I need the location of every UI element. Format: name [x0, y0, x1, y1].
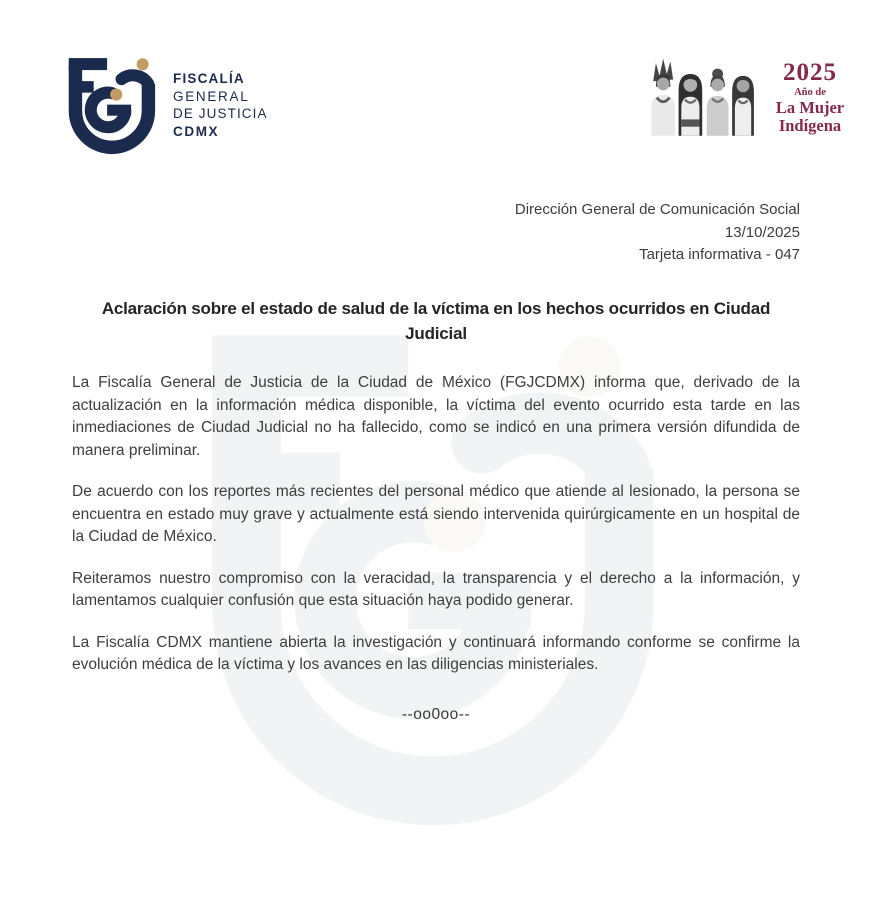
- year-2025-badge: [645, 55, 855, 143]
- header-date: 13/10/2025: [724, 223, 800, 241]
- year-badge-text: [765, 60, 855, 135]
- paragraph-3: Reiteramos nuestro compromiso con la veracidad, la transparencia y el derecho a la información, y lamentamos cualquier confusión que esta situación haya podido generar.: [72, 569, 800, 609]
- brand-line-cdmx: CDMX: [173, 123, 220, 139]
- fgj-brand-text: [173, 57, 268, 159]
- header-direccion: Dirección General de Comunicación Social: [514, 201, 800, 218]
- header-card-number: Tarjeta informativa - 047: [639, 246, 800, 263]
- brand-line-fiscalia: FISCALÍA: [173, 71, 245, 86]
- brand-line-dejusticia: DE JUSTICIA: [173, 106, 268, 121]
- paragraph-4: La Fiscalía CDMX mantiene abierta la investigación y continuará informando conforme se confirme la evolución médica de la víctima y los avances en las diligencias ministeriales.: [72, 633, 800, 673]
- document-title: Aclaración sobre el estado de salud de la víctima en los hechos ocurridos en Ciudad Judicial: [101, 299, 771, 343]
- paragraph-1: La Fiscalía General de Justicia de la Ciudad de México (FGJCDMX) informa que, derivado de la actualización en la información médica disponible, la víctima del evento ocurrido esta tarde en las inmediaciones de Ciudad Judicial no ha fallecido, como se indicó en una primera versión difundida de manera preliminar.: [72, 374, 800, 459]
- badge-subtitle: Año de: [794, 87, 826, 98]
- end-mark: --oo0oo--: [401, 705, 471, 723]
- document-header: [72, 199, 800, 267]
- badge-indigena: Indígena: [778, 116, 842, 135]
- indigenous-women-illustration: [645, 55, 763, 143]
- fgj-logo-icon: [62, 57, 158, 159]
- badge-year: 2025: [783, 59, 837, 86]
- fgj-brand: [62, 57, 268, 159]
- brand-line-general: GENERAL: [173, 88, 250, 104]
- document-body: [72, 296, 800, 726]
- paragraph-2: De acuerdo con los reportes más recientes del personal médico que atiende al lesionado, la persona se encuentra en estado muy grave y actualmente está siendo intervenida quirúrgicamente en un hospital de la Ciudad de México.: [72, 483, 800, 545]
- badge-la-mujer: La Mujer: [775, 98, 845, 117]
